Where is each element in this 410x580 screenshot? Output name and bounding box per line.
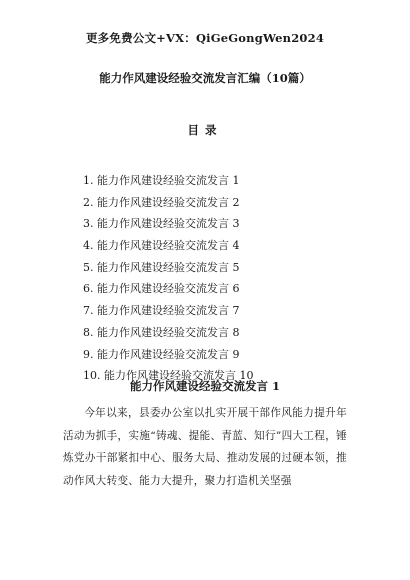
- toc-item[interactable]: 5. 能力作风建设经验交流发言 5: [83, 260, 240, 274]
- toc-item[interactable]: 10. 能力作风建设经验交流发言 10: [83, 369, 254, 383]
- toc-item[interactable]: 3. 能力作风建设经验交流发言 3: [83, 217, 240, 231]
- document-title: 能力作风建设经验交流发言汇编（10篇）: [99, 71, 311, 85]
- toc-item[interactable]: 6. 能力作风建设经验交流发言 6: [83, 282, 240, 296]
- toc-item[interactable]: 4. 能力作风建设经验交流发言 4: [83, 239, 240, 253]
- body-paragraph: 今年以来，县委办公室以扎实开展干部作风能力提升年活动为抓手，实施“铸魂、提能、青蓝、知行”四大工程，锤炼党办干部紧扣中心、服务大局、推动发展的过硬本领，推动作风大转变、能力大提升，聚力打造机关坚强: [63, 407, 347, 487]
- toc-item[interactable]: 7. 能力作风建设经验交流发言 7: [83, 304, 240, 318]
- toc-heading: 目录: [187, 123, 223, 137]
- toc-item[interactable]: 8. 能力作风建设经验交流发言 8: [83, 325, 240, 339]
- toc-item[interactable]: 1. 能力作风建设经验交流发言 1: [83, 174, 240, 187]
- table-of-contents: [83, 170, 253, 387]
- toc-item[interactable]: 2. 能力作风建设经验交流发言 2: [83, 195, 240, 209]
- promo-banner: 更多免费公文+VX：QiGeGongWen2024: [85, 31, 325, 45]
- toc-item[interactable]: 9. 能力作风建设经验交流发言 9: [83, 347, 240, 361]
- section-title: 能力作风建设经验交流发言 1: [129, 379, 280, 393]
